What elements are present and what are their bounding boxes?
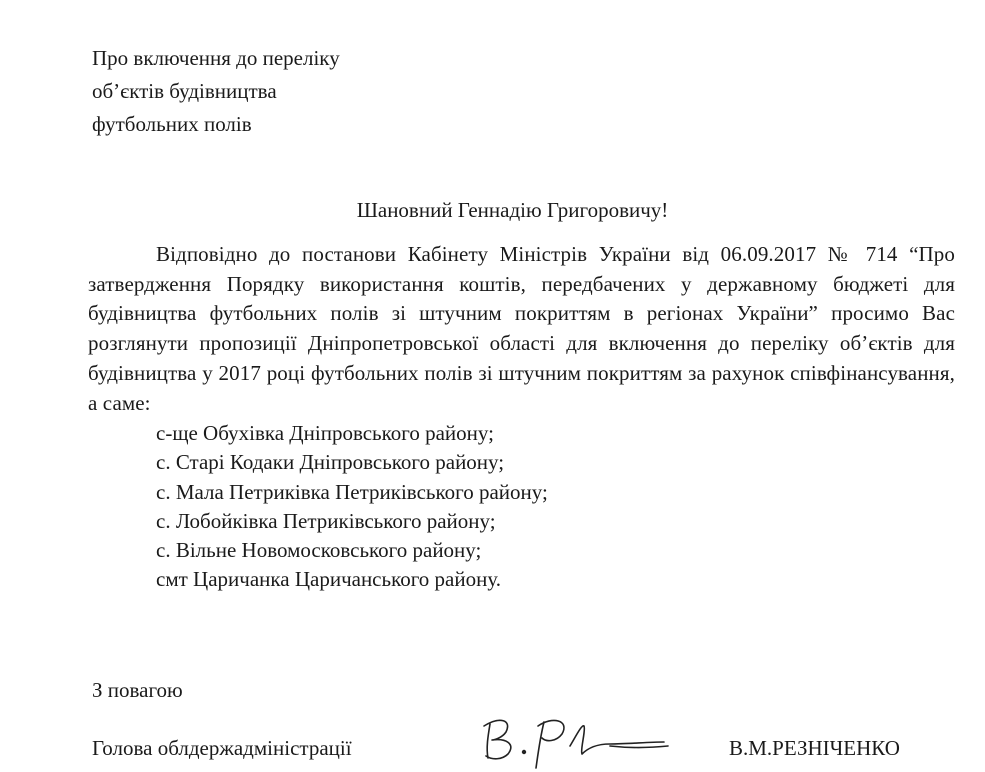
list-item: с. Вільне Новомосковського району; (156, 538, 482, 563)
list-item: с. Старі Кодаки Дніпровського району; (156, 450, 505, 475)
places-list (156, 419, 548, 595)
list-item: с. Лобойківка Петриківського району; (156, 508, 496, 533)
body-paragraph: Відповідно до постанови Кабінету Міністрів України від 06.09.2017 № 714 “Про затвердження Порядку використання коштів, передбачених у державному бюджеті для будівництва футбольних полів зі штучним покриттям в регіонах України” просимо Вас розглянути пропозиції Дніпропетровської області для включення до переліку об’єктів для будівництва у 2017 році футбольних полів зі штучним покриттям за рахунок співфінансування, а саме: (88, 242, 955, 415)
subject-line: футбольних полів (92, 112, 252, 136)
subject-line: об’єктів будівництва (92, 79, 277, 103)
signer-name: В.М.РЕЗНІЧЕНКО (729, 736, 900, 760)
letter-subject (92, 42, 340, 141)
list-item: с. Мала Петриківка Петриківського району; (156, 479, 548, 504)
salutation: Шановний Геннадію Григоровичу! (356, 198, 669, 222)
subject-line: Про включення до переліку (92, 46, 340, 70)
list-item: смт Царичанка Царичанського району. (156, 567, 502, 592)
signer-position: Голова облдержадміністрації (92, 736, 352, 760)
handwritten-signature (478, 706, 678, 770)
list-item: с-ще Обухівка Дніпровського району; (156, 421, 494, 445)
closing-phrase: З повагою (92, 678, 183, 702)
